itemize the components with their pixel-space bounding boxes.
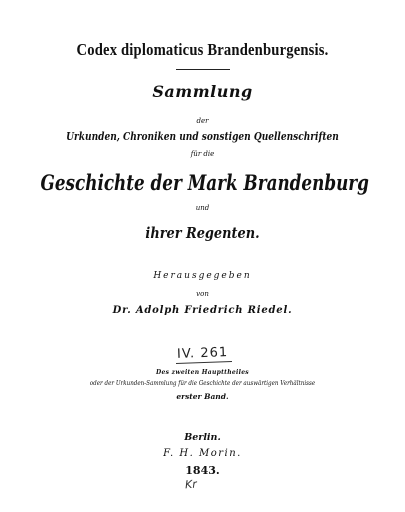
subtitle-urkunden: Urkunden, Chroniken und sonstigen Quellenschriften <box>66 130 339 143</box>
handwritten-shelfmark: IV. 261 <box>176 345 229 362</box>
subheading-regenten: ihrer Regenten. <box>145 224 260 242</box>
page-title: Codex diplomaticus Brandenburgensis. <box>76 40 329 59</box>
herausgegeben-label: Herausgegeben <box>153 271 252 281</box>
part-label: Des zweiten Haupttheiles <box>156 369 249 376</box>
imprint-publisher: F. H. Morin. <box>163 448 242 459</box>
imprint-year: 1843. <box>185 464 220 477</box>
collection-description: oder der Urkunden-Sammlung für die Geschichte der auswärtigen Verhältnisse <box>89 379 316 387</box>
main-heading: Geschichte der Mark Brandenburg <box>40 170 369 195</box>
subtitle-sammlung: Sammlung <box>152 82 253 101</box>
connector-und: und <box>195 204 210 212</box>
handwritten-mark: Kr <box>184 477 198 492</box>
volume-label: erster Band. <box>176 392 229 401</box>
imprint-place: Berlin. <box>184 432 221 443</box>
connector-der: der <box>196 117 209 125</box>
connector-von: von <box>196 290 209 298</box>
editor-name: Dr. Adolph Friedrich Riedel. <box>112 305 293 316</box>
connector-fuer-die: für die <box>190 150 215 158</box>
title-divider <box>176 69 230 70</box>
